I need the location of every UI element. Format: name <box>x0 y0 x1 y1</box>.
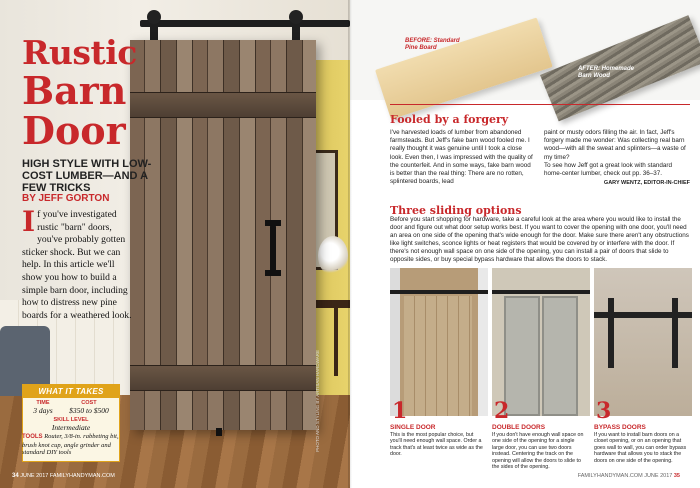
hanger-wheel-icon <box>289 10 303 24</box>
photo-single-door <box>390 268 488 416</box>
photo-door-left <box>504 296 540 416</box>
tools-label: TOOLS <box>22 434 43 440</box>
cost-cell <box>69 400 109 415</box>
fooled-title: Fooled by a forgery <box>390 113 509 126</box>
barn-door-photo <box>130 40 316 430</box>
floor-guide <box>216 428 222 436</box>
barn-door-track <box>140 20 350 27</box>
right-page <box>350 0 700 488</box>
time-cost-row <box>23 398 119 415</box>
door-top-rail <box>130 92 316 118</box>
photo-hanger <box>672 298 678 368</box>
folio-left <box>12 473 115 479</box>
photo-track <box>492 290 590 294</box>
fooled-col-2 <box>544 129 690 187</box>
option-3-label: BYPASS DOORS <box>594 424 646 431</box>
tools-text: Router, 3/8-in. rabbeting bit, brush knot cup, angle grinder and standard DIY tools <box>22 433 119 456</box>
cost-label: COST <box>81 400 97 406</box>
photo-door-right <box>542 296 578 416</box>
section-title-sliding: Three sliding options <box>390 204 522 217</box>
photo-track <box>390 290 488 294</box>
time-cell <box>33 400 52 415</box>
what-it-takes-title: WHAT IT TAKES <box>23 385 119 398</box>
boards-photo <box>350 0 700 100</box>
skill-label: SKILL LEVEL <box>53 417 89 423</box>
skill-cell <box>23 415 119 432</box>
drop-cap: I <box>22 205 36 238</box>
option-1-text: This is the most popular choice, but you'll need enough wall space. Order a track that's at least twice as wide as the door. <box>390 432 483 458</box>
time-label: TIME <box>36 400 50 406</box>
photo-door <box>404 296 472 416</box>
option-1-label: SINGLE DOOR <box>390 424 436 431</box>
option-1-number: 1 <box>392 398 408 424</box>
skill-value: Intermediate <box>51 423 91 432</box>
page-number-right: 35 <box>673 473 680 479</box>
section-body-sliding: Before you start shopping for hardware, take a careful look at the area where you would like to install the door and figure out what door setup works best. If you want to cover the opening with one door, you'll need an area on one side of the opening that's wide enough for the door. Make sure there aren't any obstructions like light switches, sconce lights or heat registers that would be covered by or interfere with the door. If there's not enough wall space on one side of the opening, you can install a pair of doors that slide to opposite sides, or buy special bypass hardware that allows the doors to stack. <box>390 216 689 263</box>
fooled-columns <box>390 129 690 187</box>
photo-bypass-doors <box>594 268 692 416</box>
time-value: 3 days <box>33 406 53 415</box>
side-table-leg <box>334 306 338 376</box>
folio-right-text: FAMILYHANDYMAN.COM JUNE 2017 <box>577 473 673 479</box>
side-table <box>310 300 350 308</box>
hanger-wheel-icon <box>147 10 161 24</box>
intro-text: f you've investigated rustic "barn" doors, you've probably gotten sticker shock. But we can help. In this article we'll show you how to build a simple barn door, including how to distress new pine boards for a weathered look. <box>22 209 132 321</box>
photo-hanger <box>608 298 614 368</box>
article-intro <box>22 205 134 322</box>
article-byline: BY JEFF GORTON <box>22 193 110 204</box>
door-bottom-rail <box>130 365 316 391</box>
door-handle-icon <box>270 225 276 273</box>
option-2-label: DOUBLE DOORS <box>492 424 546 431</box>
article-deck: HIGH STYLE WITH LOW-COST LUMBER—AND A FEW TRICKS <box>22 158 152 194</box>
folio-left-text: JUNE 2017 FAMILYHANDYMAN.COM <box>20 473 115 479</box>
before-label: BEFORE: Standard Pine Board <box>405 38 460 51</box>
fooled-sidebar <box>390 104 690 200</box>
editor-signature: GARY WENTZ, EDITOR-IN-CHIEF <box>603 180 690 187</box>
headline-door: Door <box>22 108 126 153</box>
after-label: AFTER: Homemade Barn Wood <box>578 66 635 79</box>
option-3-text: If you want to install barn doors on a closet opening, or on an opening that goes wall to wall, you can order bypass hardware that allows you to stack the doors on one side of the opening. <box>594 432 687 464</box>
flower-vase <box>318 236 348 276</box>
option-2-number: 2 <box>494 398 510 424</box>
photo-double-doors <box>492 268 590 416</box>
handle-plate-bottom <box>265 270 281 276</box>
folio-right <box>530 473 680 479</box>
option-3-number: 3 <box>596 398 612 424</box>
page-gutter <box>348 0 352 488</box>
headline-rustic: Rustic <box>22 33 137 72</box>
headline-barn: Barn <box>22 68 127 113</box>
fooled-col-1: I've harvested loads of lumber from abandoned farmsteads. But Jeff's fake barn wood fooled me. I really thought it was genuine until I took a close look. Even then, I was impressed with the quality of the counterfeit. And in some ways, fake barn wood is better than the real thing: There are no rotten, splintered boards, lead <box>390 129 533 186</box>
photo-credit: PHOTO AND STYLING BY ARTISAN HARDWARE <box>315 350 320 452</box>
fooled-col-2-text: paint or musty odors filling the air. In fact, Jeff's forgery made me wonder: Was collecting real barn wood—with all the sweat and splinters—a waste of my time? To see how Jeff got a great look with standard home-center lumber, check out pp. 36–37. <box>544 129 686 178</box>
page-number-left: 34 <box>12 473 19 479</box>
cost-value: $350 to $500 <box>69 406 109 415</box>
tools-list <box>22 433 130 457</box>
option-2-text: If you don't have enough wall space on one side of the opening for a single large door, you can use two doors instead. Centering the track on the opening will allow the doors to slide to the sides of the opening. <box>492 432 584 471</box>
